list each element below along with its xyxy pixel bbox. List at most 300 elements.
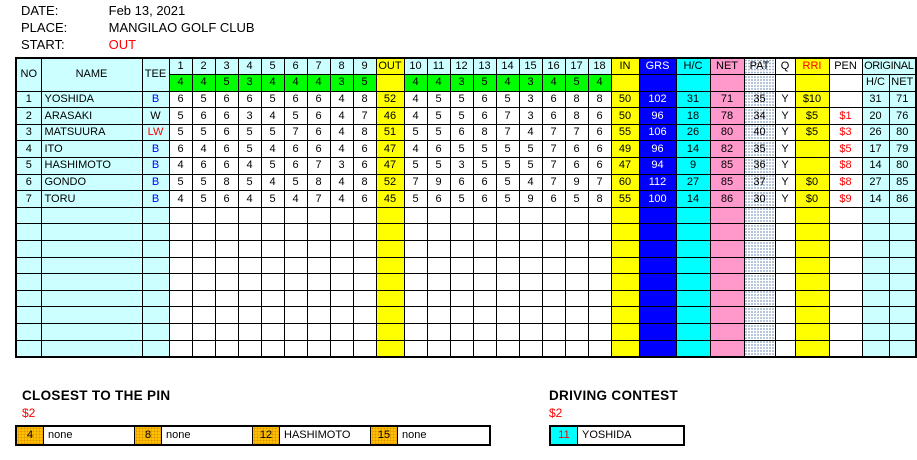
- empty-score-cell: [496, 257, 519, 274]
- net-spacer: [710, 75, 744, 92]
- in-column-header: IN: [611, 58, 639, 75]
- empty-rri-cell: [795, 340, 829, 357]
- gross-score: 96: [639, 108, 676, 125]
- empty-grs-cell: [639, 274, 676, 291]
- empty-out-cell: [376, 274, 404, 291]
- rri-column-header: RRI: [795, 58, 829, 75]
- empty-score-cell: [192, 290, 215, 307]
- empty-tee-cell: [142, 224, 169, 241]
- hole-number-header: 17: [565, 58, 588, 75]
- hole-score: 5: [450, 91, 473, 108]
- hole-score: 5: [496, 141, 519, 158]
- empty-score-cell: [261, 324, 284, 341]
- player-name: MATSUURA: [41, 124, 142, 141]
- empty-score-cell: [450, 224, 473, 241]
- empty-score-cell: [473, 290, 496, 307]
- pin-winner: none: [162, 427, 253, 444]
- par-value: 3: [450, 75, 473, 92]
- empty-orig-net-cell: [889, 224, 916, 241]
- hole-number-header: 2: [192, 58, 215, 75]
- score-table: [15, 57, 917, 358]
- empty-score-cell: [284, 274, 307, 291]
- hole-score: 5: [261, 191, 284, 208]
- player-tee: B: [142, 91, 169, 108]
- empty-name-cell: [41, 340, 142, 357]
- empty-no-cell: [16, 307, 41, 324]
- empty-pat-cell: [744, 290, 775, 307]
- hole-score: 5: [404, 124, 427, 141]
- original-handicap: 17: [862, 141, 889, 158]
- q-flag: Y: [775, 158, 795, 175]
- empty-score-cell: [542, 207, 565, 224]
- empty-name-cell: [41, 274, 142, 291]
- empty-hc-cell: [676, 340, 710, 357]
- hole-score: 6: [284, 158, 307, 175]
- hole-score: 6: [588, 124, 611, 141]
- hole-score: 4: [404, 108, 427, 125]
- original-net: 76: [889, 108, 916, 125]
- empty-score-cell: [450, 324, 473, 341]
- empty-grs-cell: [639, 290, 676, 307]
- empty-score-cell: [307, 274, 330, 291]
- hole-score: 6: [427, 141, 450, 158]
- empty-score-cell: [404, 290, 427, 307]
- original-net: 85: [889, 174, 916, 191]
- empty-orig-hc-cell: [862, 274, 889, 291]
- empty-in-cell: [611, 340, 639, 357]
- empty-score-cell: [215, 274, 238, 291]
- empty-score-cell: [238, 340, 261, 357]
- handicap-value: 31: [676, 91, 710, 108]
- pat-value: 37: [744, 174, 775, 191]
- empty-score-cell: [588, 340, 611, 357]
- date-line: [21, 3, 255, 20]
- closest-to-pin-prize: $2: [22, 406, 36, 420]
- rri-spacer: [795, 75, 829, 92]
- empty-in-cell: [611, 324, 639, 341]
- hole-score: 8: [588, 191, 611, 208]
- par-value: 4: [404, 75, 427, 92]
- empty-score-cell: [307, 340, 330, 357]
- empty-score-cell: [427, 340, 450, 357]
- hole-score: 7: [496, 124, 519, 141]
- par-value: 4: [261, 75, 284, 92]
- empty-score-cell: [330, 307, 353, 324]
- empty-q-cell: [775, 241, 795, 258]
- player-name: HASHIMOTO: [41, 158, 142, 175]
- hole-score: 4: [404, 91, 427, 108]
- gross-score: 112: [639, 174, 676, 191]
- gross-score: 96: [639, 141, 676, 158]
- place-line: [21, 20, 255, 37]
- date-value: Feb 13, 2021: [108, 3, 186, 18]
- empty-orig-hc-cell: [862, 224, 889, 241]
- hole-score: 3: [519, 91, 542, 108]
- hole-number-header: 10: [404, 58, 427, 75]
- empty-name-cell: [41, 290, 142, 307]
- hole-score: 5: [192, 174, 215, 191]
- empty-score-cell: [261, 290, 284, 307]
- pen-amount: $5: [829, 141, 862, 158]
- original-net-header: NET: [889, 75, 916, 92]
- empty-pat-cell: [744, 274, 775, 291]
- empty-score-cell: [284, 224, 307, 241]
- tee-column-header: TEE: [142, 58, 169, 91]
- original-handicap: 31: [862, 91, 889, 108]
- in-total: 55: [611, 191, 639, 208]
- player-name: ITO: [41, 141, 142, 158]
- empty-score-cell: [192, 207, 215, 224]
- empty-score-cell: [519, 290, 542, 307]
- original-net: 80: [889, 124, 916, 141]
- empty-score-cell: [473, 340, 496, 357]
- empty-pat-cell: [744, 257, 775, 274]
- hole-score: 4: [404, 141, 427, 158]
- empty-out-cell: [376, 257, 404, 274]
- hole-score: 5: [404, 191, 427, 208]
- empty-score-cell: [215, 307, 238, 324]
- empty-score-cell: [261, 307, 284, 324]
- empty-pat-cell: [744, 307, 775, 324]
- player-name: ARASAKI: [41, 108, 142, 125]
- q-spacer: [775, 75, 795, 92]
- original-column-header: ORIGINAL: [862, 58, 916, 75]
- hole-score: 6: [284, 91, 307, 108]
- empty-score-cell: [473, 241, 496, 258]
- hole-number-header: 13: [473, 58, 496, 75]
- hole-score: 8: [215, 174, 238, 191]
- empty-rri-cell: [795, 307, 829, 324]
- empty-score-cell: [565, 274, 588, 291]
- hole-score: 4: [169, 158, 192, 175]
- par-value: 4: [169, 75, 192, 92]
- empty-score-cell: [473, 307, 496, 324]
- empty-score-cell: [473, 207, 496, 224]
- empty-score-cell: [588, 324, 611, 341]
- hole-score: 5: [261, 124, 284, 141]
- q-column-header: Q: [775, 58, 795, 75]
- empty-score-cell: [565, 324, 588, 341]
- empty-score-cell: [588, 207, 611, 224]
- empty-score-cell: [330, 274, 353, 291]
- empty-score-cell: [169, 340, 192, 357]
- empty-orig-hc-cell: [862, 290, 889, 307]
- hole-score: 4: [330, 124, 353, 141]
- hole-score: 6: [353, 158, 376, 175]
- empty-score-cell: [450, 274, 473, 291]
- empty-hc-cell: [676, 307, 710, 324]
- hole-score: 6: [473, 108, 496, 125]
- empty-out-cell: [376, 207, 404, 224]
- hole-score: 7: [496, 108, 519, 125]
- empty-score-cell: [542, 241, 565, 258]
- empty-net-cell: [710, 257, 744, 274]
- rri-amount: [795, 141, 829, 158]
- q-flag: Y: [775, 108, 795, 125]
- hole-score: 3: [330, 158, 353, 175]
- empty-score-cell: [519, 274, 542, 291]
- empty-hc-cell: [676, 274, 710, 291]
- hole-score: 6: [215, 108, 238, 125]
- pen-amount: $9: [829, 191, 862, 208]
- empty-orig-net-cell: [889, 241, 916, 258]
- hole-number-header: 18: [588, 58, 611, 75]
- empty-score-cell: [192, 274, 215, 291]
- handicap-column-header: H/C: [676, 58, 710, 75]
- empty-score-cell: [588, 257, 611, 274]
- empty-score-cell: [588, 274, 611, 291]
- hole-score: 6: [215, 158, 238, 175]
- empty-orig-hc-cell: [862, 324, 889, 341]
- empty-score-cell: [519, 207, 542, 224]
- handicap-value: 18: [676, 108, 710, 125]
- empty-in-cell: [611, 241, 639, 258]
- par-value: 4: [588, 75, 611, 92]
- hole-score: 4: [261, 108, 284, 125]
- hole-score: 6: [284, 141, 307, 158]
- hole-score: 6: [353, 141, 376, 158]
- empty-score-cell: [427, 241, 450, 258]
- empty-name-cell: [41, 241, 142, 258]
- hole-score: 7: [284, 124, 307, 141]
- empty-hc-cell: [676, 257, 710, 274]
- empty-pen-cell: [829, 257, 862, 274]
- hole-score: 5: [169, 108, 192, 125]
- in-total: 49: [611, 141, 639, 158]
- empty-grs-cell: [639, 324, 676, 341]
- empty-score-cell: [519, 324, 542, 341]
- empty-score-cell: [353, 290, 376, 307]
- hole-score: 9: [427, 174, 450, 191]
- rri-amount: $5: [795, 124, 829, 141]
- player-no: 5: [16, 158, 41, 175]
- original-net: 79: [889, 141, 916, 158]
- empty-score-cell: [450, 307, 473, 324]
- empty-score-cell: [215, 324, 238, 341]
- pin-hole-number: 12: [253, 427, 280, 444]
- empty-pat-cell: [744, 340, 775, 357]
- no-column-header: NO: [16, 58, 41, 91]
- hole-score: 6: [238, 91, 261, 108]
- empty-name-cell: [41, 224, 142, 241]
- empty-orig-hc-cell: [862, 257, 889, 274]
- empty-score-cell: [565, 241, 588, 258]
- empty-score-cell: [215, 224, 238, 241]
- empty-q-cell: [775, 340, 795, 357]
- hole-score: 7: [404, 174, 427, 191]
- hole-score: 5: [519, 158, 542, 175]
- hole-score: 4: [261, 141, 284, 158]
- empty-hc-cell: [676, 207, 710, 224]
- hole-score: 4: [284, 191, 307, 208]
- empty-score-cell: [215, 207, 238, 224]
- empty-net-cell: [710, 274, 744, 291]
- empty-score-cell: [215, 290, 238, 307]
- handicap-value: 26: [676, 124, 710, 141]
- original-handicap: 27: [862, 174, 889, 191]
- net-column-header: NET: [710, 58, 744, 75]
- empty-no-cell: [16, 340, 41, 357]
- empty-out-cell: [376, 290, 404, 307]
- player-no: 2: [16, 108, 41, 125]
- out-total: 47: [376, 141, 404, 158]
- empty-score-cell: [169, 257, 192, 274]
- hole-score: 4: [330, 141, 353, 158]
- empty-score-cell: [284, 241, 307, 258]
- hole-score: 4: [238, 158, 261, 175]
- closest-to-pin-table: [15, 425, 491, 446]
- empty-score-cell: [404, 224, 427, 241]
- empty-score-cell: [450, 290, 473, 307]
- out-total: 45: [376, 191, 404, 208]
- hole-score: 4: [330, 174, 353, 191]
- hole-number-header: 16: [542, 58, 565, 75]
- hole-score: 7: [565, 124, 588, 141]
- empty-no-cell: [16, 207, 41, 224]
- rri-amount: $5: [795, 108, 829, 125]
- hole-number-header: 12: [450, 58, 473, 75]
- empty-score-cell: [330, 324, 353, 341]
- par-value: 3: [330, 75, 353, 92]
- hole-score: 6: [588, 158, 611, 175]
- empty-name-cell: [41, 207, 142, 224]
- empty-q-cell: [775, 257, 795, 274]
- original-net: 86: [889, 191, 916, 208]
- empty-q-cell: [775, 290, 795, 307]
- hole-score: 7: [307, 158, 330, 175]
- empty-score-cell: [473, 257, 496, 274]
- player-no: 6: [16, 174, 41, 191]
- empty-pen-cell: [829, 241, 862, 258]
- player-no: 7: [16, 191, 41, 208]
- hole-score: 5: [496, 91, 519, 108]
- hole-score: 6: [307, 141, 330, 158]
- empty-in-cell: [611, 274, 639, 291]
- empty-score-cell: [542, 307, 565, 324]
- empty-name-cell: [41, 324, 142, 341]
- empty-score-cell: [169, 241, 192, 258]
- hole-score: 6: [427, 191, 450, 208]
- hole-score: 8: [353, 124, 376, 141]
- empty-score-cell: [588, 241, 611, 258]
- empty-pat-cell: [744, 207, 775, 224]
- empty-score-cell: [261, 241, 284, 258]
- empty-score-cell: [496, 324, 519, 341]
- handicap-value: 14: [676, 191, 710, 208]
- hole-number-header: 1: [169, 58, 192, 75]
- hole-number-header: 4: [238, 58, 261, 75]
- empty-pen-cell: [829, 324, 862, 341]
- empty-orig-net-cell: [889, 324, 916, 341]
- empty-grs-cell: [639, 340, 676, 357]
- hole-score: 3: [238, 108, 261, 125]
- empty-orig-net-cell: [889, 340, 916, 357]
- empty-score-cell: [496, 224, 519, 241]
- hole-score: 6: [542, 91, 565, 108]
- empty-score-cell: [192, 241, 215, 258]
- hole-number-header: 9: [353, 58, 376, 75]
- rri-amount: $10: [795, 91, 829, 108]
- pat-column-header: PAT: [744, 58, 775, 75]
- hole-score: 4: [261, 174, 284, 191]
- par-value: 5: [215, 75, 238, 92]
- hole-score: 5: [450, 108, 473, 125]
- hole-score: 4: [519, 174, 542, 191]
- rri-amount: $0: [795, 174, 829, 191]
- in-total: 55: [611, 124, 639, 141]
- hole-score: 8: [588, 91, 611, 108]
- empty-grs-cell: [639, 307, 676, 324]
- empty-score-cell: [192, 324, 215, 341]
- hole-score: 6: [192, 158, 215, 175]
- hole-score: 5: [473, 141, 496, 158]
- empty-score-cell: [588, 224, 611, 241]
- pen-amount: $1: [829, 108, 862, 125]
- handicap-value: 27: [676, 174, 710, 191]
- gross-score: 106: [639, 124, 676, 141]
- empty-orig-hc-cell: [862, 340, 889, 357]
- empty-net-cell: [710, 224, 744, 241]
- original-handicap: 26: [862, 124, 889, 141]
- in-total: 47: [611, 158, 639, 175]
- empty-score-cell: [404, 324, 427, 341]
- empty-score-cell: [542, 224, 565, 241]
- pat-value: 30: [744, 191, 775, 208]
- empty-score-cell: [404, 307, 427, 324]
- empty-score-cell: [427, 257, 450, 274]
- handicap-value: 9: [676, 158, 710, 175]
- empty-pen-cell: [829, 207, 862, 224]
- par-value: 3: [238, 75, 261, 92]
- empty-orig-hc-cell: [862, 207, 889, 224]
- empty-score-cell: [496, 207, 519, 224]
- place-value: MANGILAO GOLF CLUB: [108, 20, 255, 35]
- hole-score: 5: [261, 158, 284, 175]
- par-value: 5: [353, 75, 376, 92]
- hole-score: 5: [238, 124, 261, 141]
- pen-amount: [829, 91, 862, 108]
- closest-to-pin-title: CLOSEST TO THE PIN: [22, 388, 171, 403]
- par-value: 4: [192, 75, 215, 92]
- empty-pen-cell: [829, 307, 862, 324]
- q-flag: Y: [775, 91, 795, 108]
- out-total: 51: [376, 124, 404, 141]
- hole-score: 5: [238, 141, 261, 158]
- empty-score-cell: [353, 241, 376, 258]
- hole-score: 4: [169, 191, 192, 208]
- empty-name-cell: [41, 257, 142, 274]
- player-tee: B: [142, 191, 169, 208]
- empty-out-cell: [376, 241, 404, 258]
- player-no: 4: [16, 141, 41, 158]
- empty-score-cell: [519, 340, 542, 357]
- hole-score: 4: [330, 108, 353, 125]
- hole-score: 5: [169, 174, 192, 191]
- empty-score-cell: [238, 241, 261, 258]
- empty-in-cell: [611, 224, 639, 241]
- player-tee: B: [142, 158, 169, 175]
- empty-grs-cell: [639, 207, 676, 224]
- empty-score-cell: [307, 241, 330, 258]
- empty-score-cell: [542, 257, 565, 274]
- hole-score: 5: [238, 174, 261, 191]
- empty-hc-cell: [676, 224, 710, 241]
- hole-score: 5: [473, 158, 496, 175]
- empty-grs-cell: [639, 257, 676, 274]
- pat-value: 34: [744, 108, 775, 125]
- hole-score: 6: [215, 141, 238, 158]
- empty-orig-hc-cell: [862, 241, 889, 258]
